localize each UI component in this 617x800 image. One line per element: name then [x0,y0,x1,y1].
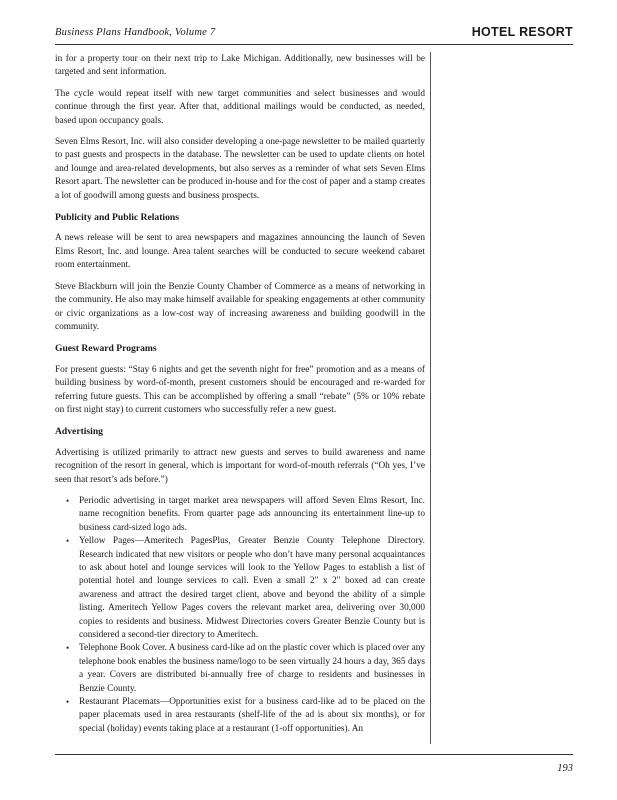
list-item-text: Restaurant Placemats—Opportunities exist for a business card-like ad to be placed on the paper placemats used in area restaurants (shelf-life of the ad is about six months), or for special (holiday) events taking place at a restaurant (1-off opportunities). An [79,697,425,734]
footer-rule [55,754,573,755]
heading-advertising: Advertising [55,426,103,438]
bullet-icon: • [66,536,70,547]
advertising-list [55,495,425,736]
list-item [66,535,425,642]
book-title: Business Plans Handbook, Volume 7 [55,27,216,38]
heading-publicity: Publicity and Public Relations [55,212,179,224]
paragraph: in for a property tour on their next trip to Lake Michigan. Additionally, new businesses will be targeted and sent information. [55,54,425,78]
section-title: HOTEL RESORT [471,25,573,39]
list-item [66,642,425,696]
main-text-column [55,53,425,736]
page-number: 193 [557,763,573,774]
paragraph: Steve Blackburn will join the Benzie County Chamber of Commerce as a means of networking in the community. He also may make himself available for speaking engagements at other community or civic organizations as a low-cost way of increasing awareness and building goodwill in the community. [55,281,425,332]
list-item-text: Periodic advertising in target market area newspapers will afford Seven Elms Resort, Inc. name recognition benefits. From quarter page ads announcing its entertainment line-up to business card-sized logo ads. [79,495,425,533]
list-item-text: Yellow Pages—Ameritech PagesPlus, Greater Benzie County Telephone Directory. Research indicated that new visitors or people who don’t have many personal acquaintances to ask about hotel and lounge services will look to the Yellow Pages to establish a list of potential hotel and lounge services to call. Even a small 2" x 2" boxed ad can create awareness and attract the desired target client, above and beyond the ability of a simple listing. Ameritech Yellow Pages covers the relevant market area, delivering over 30,000 copies to residents and business. Midwest Directories covers Greater Benzie County but is considered a second-tier directory to Ameritech. [79,536,425,641]
list-item [66,495,425,535]
paragraph: Seven Elms Resort, Inc. will also consider developing a one-page newsletter to be mailed quarterly to past guests and prospects in the database. The newsletter can be used to update clients on hotel and lounge and area-related developments, but also serves as a reminder of what sets Seven Elms Resort apart. The newsletter can be produced in-house and for the cost of paper and a stamp creates a lot of goodwill among guests and business prospects. [55,137,426,201]
heading-guest-reward: Guest Reward Programs [55,343,157,355]
list-item-text: Telephone Book Cover. A business card-like ad on the plastic cover which is placed over any telephone book enables the business name/logo to be seen virtually 24 hours a day, 365 days a year. Covers are distributed bi-annually free of charge to residents and businesses in Benzie County. [79,643,425,694]
running-header [55,24,573,45]
bullet-icon: • [66,643,70,654]
bullet-icon: • [66,495,70,506]
paragraph: The cycle would repeat itself with new target communities and select businesses and would continue through the first year. After that, additional mailings would be conducted, as needed, based upon occupancy goals. [55,88,425,126]
paragraph: Advertising is utilized primarily to attract new guests and serves to build awareness and name recognition of the resort in general, which is important for word-of-mouth referrals (“Oh yes, I’ve seen that resort’s ads before.”) [55,447,425,485]
bullet-icon: • [66,697,70,708]
list-item [66,696,425,736]
paragraph: A news release will be sent to area newspapers and magazines announcing the launch of Seven Elms Resort, Inc. and lounge. Area talent searches will be conducted to secure weekend cabaret room entertainment. [55,233,425,271]
column-divider [430,52,431,744]
paragraph: For present guests: “Stay 6 nights and get the seventh night for free” promotion and as a means of building business by word-of-month, present customers should be encouraged and re-warded for referring future guests. This can be accomplished by offering a small “rebate” (5% or 10% rebate on first night stay) to current customers who successfully refer a new guest. [55,364,425,415]
